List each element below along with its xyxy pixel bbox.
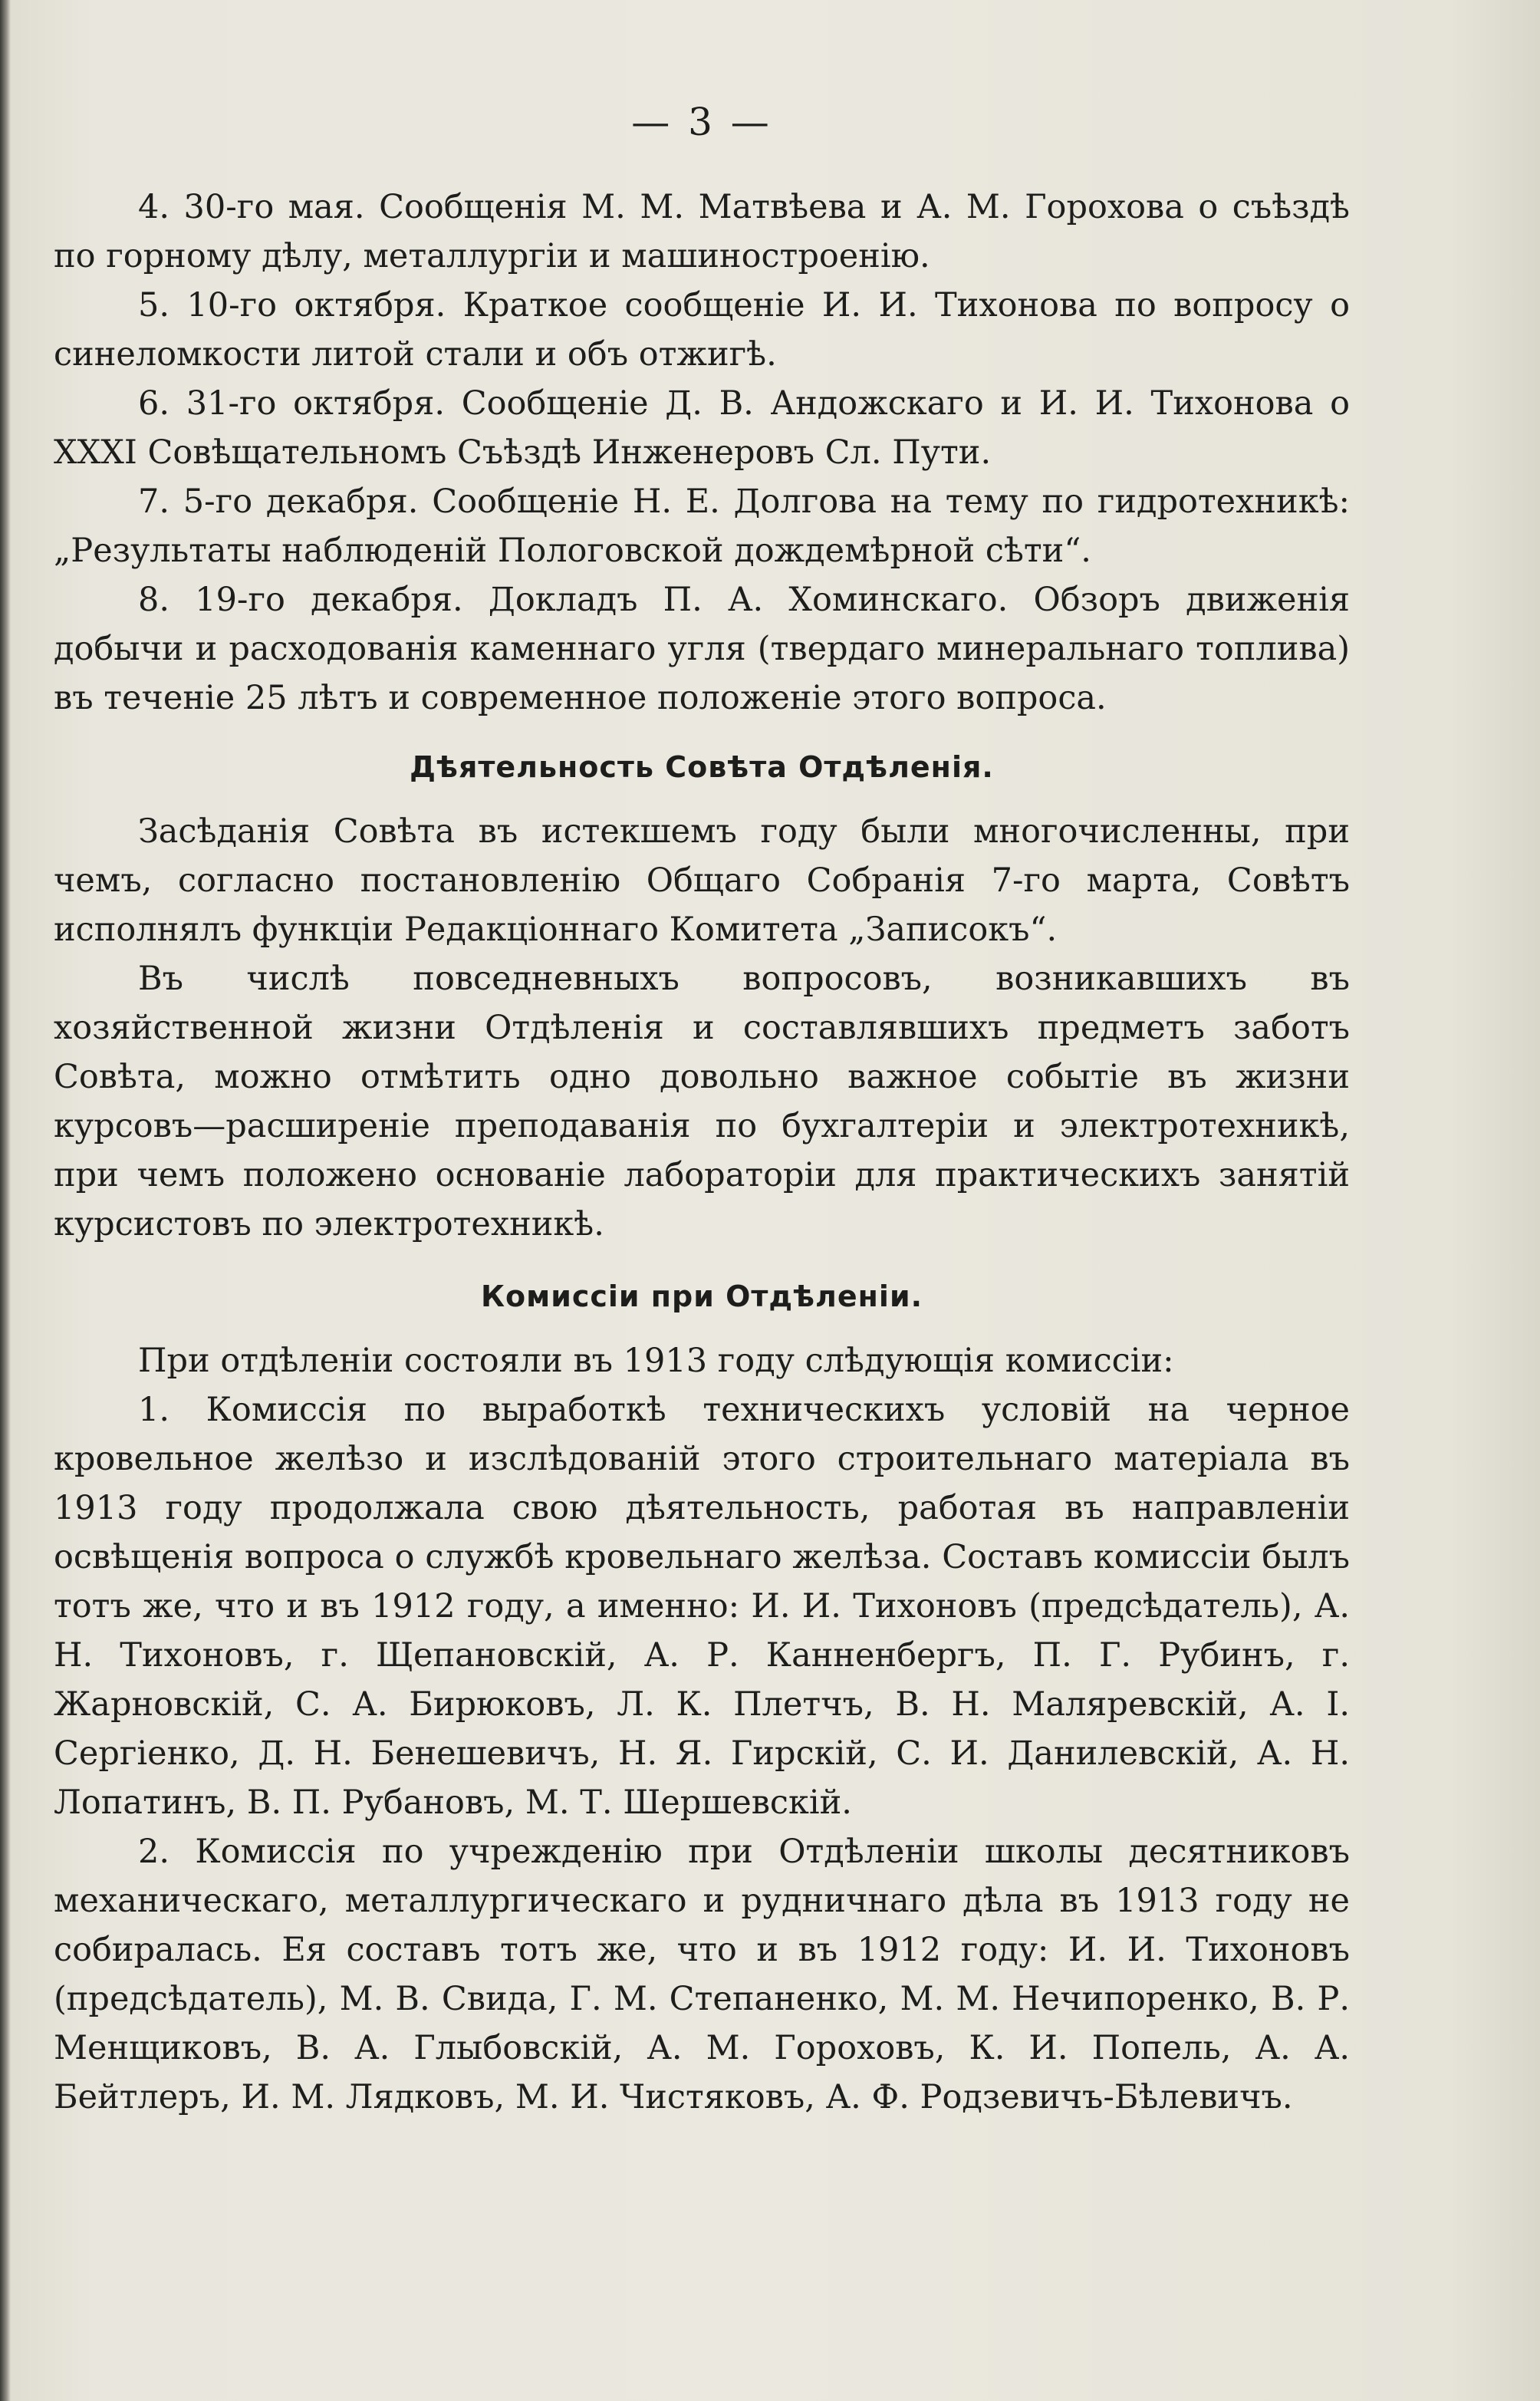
commission-2: 2. Комиссія по учрежденію при Отдѣленіи школы десятниковъ механическаго, металлургическаго и рудничнаго дѣла въ 1913 году не собиралась. Ея составъ тотъ же, что и въ 1912 году: И. И. Тихоновъ (предсѣдатель), М. В. Свида, Г. М. Степаненко, М. М. Нечипоренко, В. Р. Менщиковъ, В. А. Глыбовскій, А. М. Гороховъ, К. И. Попель, А. А. Бейтлеръ, И. М. Лядковъ, М. И. Чистяковъ, А. Ф. Родзевичъ-Бѣлевичъ. — [54, 1833, 1350, 2116]
report-item-4: 4. 30-го мая. Сообщенія М. М. Матвѣева и А. М. Горохова о съѣздѣ по горному дѣлу, металлургіи и машиностроенію. — [54, 188, 1350, 275]
report-item-8: 8. 19-го декабря. Докладъ П. А. Хоминскаго. Обзоръ движенія добычи и расходованія каменнаго угля (твердаго минеральнаго топлива) въ теченіе 25 лѣтъ и современное положеніе этого вопроса. — [54, 581, 1350, 717]
council-paragraph-2: Въ числѣ повседневныхъ вопросовъ, возникавшихъ въ хозяйственной жизни Отдѣленія и составлявшихъ предметъ заботъ Совѣта, можно отмѣтить одно довольно важное событіе въ жизни курсовъ—расширеніе преподаванія по бухгалтеріи и электротехникѣ, при чемъ положено основаніе лабораторіи для практическихъ занятій курсистовъ по электротехникѣ. — [54, 960, 1350, 1243]
section-commissions — [54, 1280, 1350, 2122]
page-content — [54, 100, 1350, 2122]
report-item-7: 7. 5-го декабря. Сообщеніе Н. Е. Долгова на тему по гидротехникѣ: „Результаты наблюденій Пологовской дождемѣрной сѣти“. — [54, 483, 1350, 570]
report-item-6: 6. 31-го октября. Сообщеніе Д. В. Андожскаго и И. И. Тихонова о XXXI Совѣщательномъ Съѣздѣ Инженеровъ Сл. Пути. — [54, 384, 1350, 472]
section-council-activity — [54, 750, 1350, 1249]
reports-list — [54, 183, 1350, 723]
book-spine-shadow — [0, 0, 11, 2401]
page-number: — 3 — — [631, 100, 772, 144]
commissions-intro: При отдѣленіи состояли въ 1913 году слѣдующія комиссіи: — [138, 1342, 1174, 1380]
section-heading-commissions: Комиссіи при Отдѣленіи. — [480, 1280, 923, 1313]
council-paragraph-1: Засѣданія Совѣта въ истекшемъ году были многочисленны, при чемъ, согласно постановленію Общаго Собранія 7-го марта, Совѣтъ исполнялъ функціи Редакціоннаго Комитета „Записокъ“. — [54, 812, 1350, 949]
report-item-5: 5. 10-го октября. Краткое сообщеніе И. И. Тихонова по вопросу о синеломкости литой стали и объ отжигѣ. — [54, 286, 1350, 374]
commission-1: 1. Комиссія по выработкѣ техническихъ условій на черное кровельное желѣзо и изслѣдованій этого строительнаго матеріала въ 1913 году продолжала свою дѣятельность, работая въ направленіи освѣщенія вопроса о службѣ кровельнаго желѣза. Составъ комиссіи былъ тотъ же, что и въ 1912 году, а именно: И. И. Тихоновъ (предсѣдатель), А. Н. Тихоновъ, г. Щепановскій, А. Р. Канненбергъ, П. Г. Рубинъ, г. Жарновскій, С. А. Бирюковъ, Л. К. Плетчъ, В. Н. Маляревскій, А. І. Сергіенко, Д. Н. Бенешевичъ, Н. Я. Гирскій, С. И. Данилевскій, А. Н. Лопатинъ, В. П. Рубановъ, М. Т. Шершевскій. — [54, 1391, 1350, 1822]
section-heading-council: Дѣятельность Совѣта Отдѣленія. — [410, 750, 994, 784]
